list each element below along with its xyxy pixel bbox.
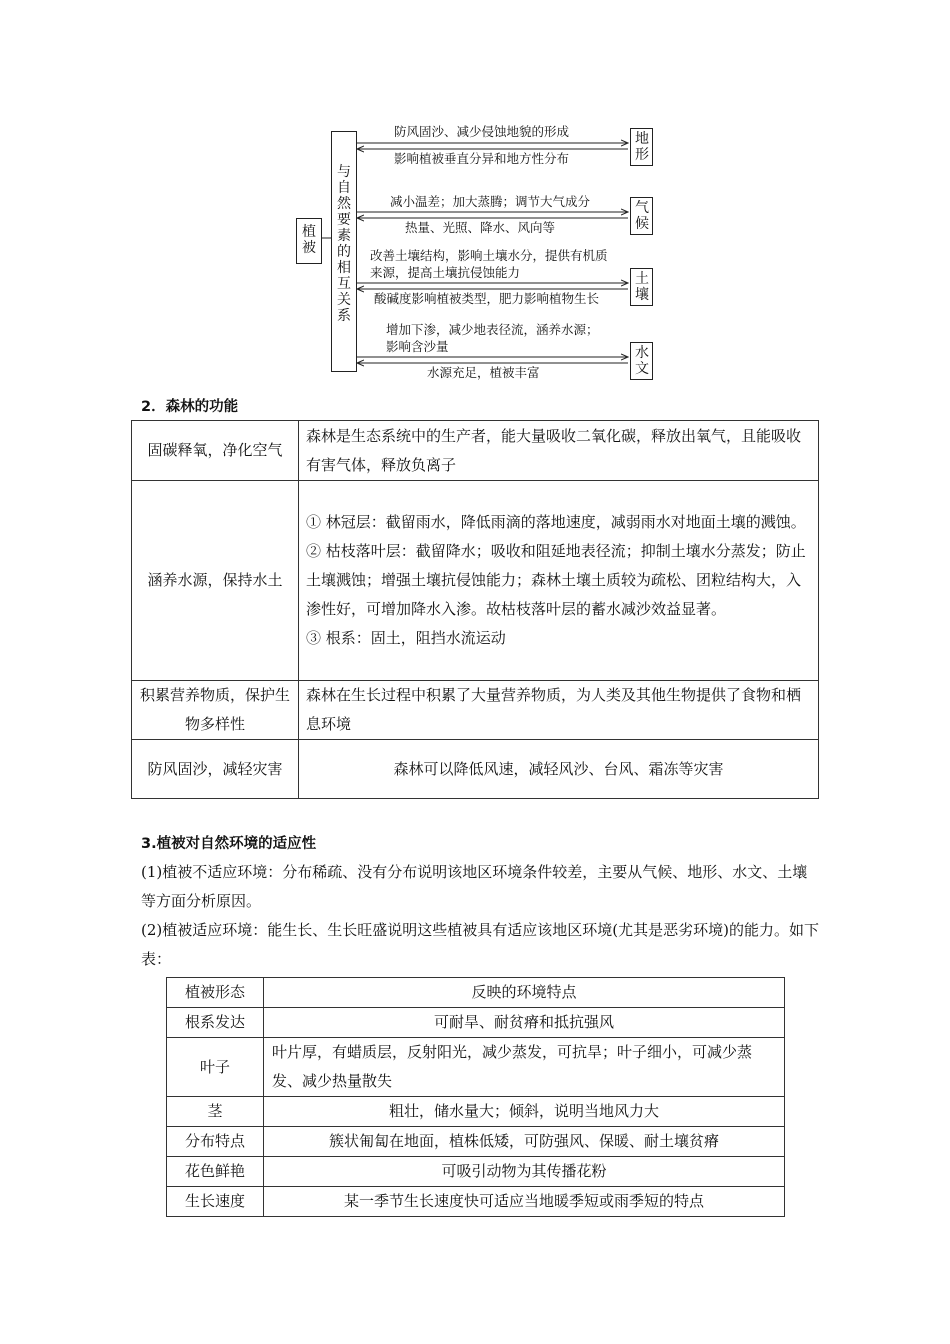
landform-effect-label: 防风固沙、减少侵蚀地貌的形成 [394, 124, 570, 139]
feature-cell: 某一季节生长速度快可适应当地暖季短或雨季短的特点 [264, 1187, 785, 1217]
form-cell: 分布特点 [167, 1127, 264, 1157]
litter-layer-text: ② 枯枝落叶层：截留降水；吸收和阻延地表径流；抑制土壤水分蒸发；防止土壤溅蚀；增强土壤抗侵蚀能力；森林土壤土质较为疏松、团粒结构大，入渗性好，可增加降水入渗。故枯枝落叶层的蓄水减沙效益显著。 [306, 542, 806, 618]
climate-influence-label: 热量、光照、降水、风向等 [405, 220, 556, 235]
feature-cell: 粗壮，储水量大；倾斜，说明当地风力大 [264, 1097, 785, 1127]
section3-paragraph-1: (1)植被不适应环境：分布稀疏、没有分布说明该地区环境条件较差，主要从气候、地形、水文、土壤等方面分析原因。 [141, 863, 808, 910]
table-row [132, 681, 819, 740]
soil-influence-label: 酸碱度影响植被类型，肥力影响植物生长 [374, 291, 600, 306]
table-row [167, 1187, 785, 1217]
form-cell: 花色鲜艳 [167, 1157, 264, 1187]
node-soil [630, 268, 653, 306]
node-hydrology-label: 水文 [635, 345, 649, 377]
node-soil-label: 土壤 [635, 271, 649, 303]
form-cell: 叶子 [167, 1038, 264, 1097]
relationship-box [331, 131, 357, 372]
function-desc-cell: 森林在生长过程中积累了大量营养物质，为人类及其他生物提供了食物和栖息环境 [299, 681, 819, 740]
table-row [132, 740, 819, 799]
table-row [167, 1038, 785, 1097]
function-desc-cell: 森林是生态系统中的生产者，能大量吸收二氧化碳，释放出氧气，且能吸收有害气体，释放负离子 [299, 421, 819, 481]
relationship-label: 与自然要素的相互关系 [337, 164, 351, 324]
feature-cell: 可吸引动物为其传播花粉 [264, 1157, 785, 1187]
node-climate-label: 气候 [635, 200, 649, 232]
climate-effect-label: 减小温差；加大蒸腾；调节大气成分 [390, 194, 591, 209]
feature-cell: 可耐旱、耐贫瘠和抵抗强风 [264, 1008, 785, 1038]
section3-paragraph-2: (2)植被适应环境：能生长、生长旺盛说明这些植被具有适应该地区环境(尤其是恶劣环境)的能力。如下表： [141, 921, 819, 968]
node-landform-label: 地形 [635, 131, 649, 163]
adaptation-table [166, 977, 785, 1217]
form-cell: 茎 [167, 1097, 264, 1127]
function-name-cell: 积累营养物质，保护生物多样性 [132, 681, 299, 740]
node-hydrology [630, 342, 653, 380]
hydrology-influence-label: 水源充足，植被丰富 [427, 365, 540, 380]
function-name-cell: 涵养水源，保持水土 [132, 481, 299, 681]
vegetation-relationship-diagram [0, 0, 950, 390]
node-landform [630, 128, 653, 166]
form-cell: 生长速度 [167, 1187, 264, 1217]
function-desc-cell [299, 481, 819, 681]
header-form: 植被形态 [167, 978, 264, 1008]
table-row [167, 1008, 785, 1038]
function-name-cell: 固碳释氧，净化空气 [132, 421, 299, 481]
vegetation-label: 植被 [302, 224, 316, 256]
node-climate [630, 197, 653, 235]
table-row [167, 1157, 785, 1187]
section2-title: 2．森林的功能 [141, 399, 239, 415]
table-row [132, 421, 819, 481]
soil-effect-label-2: 来源，提高土壤抗侵蚀能力 [370, 265, 521, 280]
vegetation-box [296, 218, 322, 264]
landform-influence-label: 影响植被垂直分异和地方性分布 [394, 151, 570, 166]
table-row [167, 1127, 785, 1157]
root-system-text: ③ 根系：固土，阻挡水流运动 [306, 629, 506, 647]
form-cell: 根系发达 [167, 1008, 264, 1038]
hydrology-effect-label-2: 影响含沙量 [386, 339, 449, 354]
hydrology-effect-label-1: 增加下渗，减少地表径流，涵养水源； [386, 322, 599, 337]
function-name-cell: 防风固沙，减轻灾害 [132, 740, 299, 799]
table-row [132, 481, 819, 681]
forest-function-table [131, 420, 819, 799]
table-header-row [167, 978, 785, 1008]
header-feature: 反映的环境特点 [264, 978, 785, 1008]
soil-effect-label-1: 改善土壤结构，影响土壤水分，提供有机质 [370, 248, 608, 263]
function-desc-cell: 森林可以降低风速，减轻风沙、台风、霜冻等灾害 [299, 740, 819, 799]
table-row [167, 1097, 785, 1127]
feature-cell: 叶片厚，有蜡质层，反射阳光，减少蒸发，可抗旱；叶子细小，可减少蒸发、减少热量散失 [264, 1038, 785, 1097]
canopy-layer-text: ① 林冠层：截留雨水，降低雨滴的落地速度，减弱雨水对地面土壤的溅蚀。 [306, 513, 806, 531]
feature-cell: 簇状匍匐在地面，植株低矮，可防强风、保暖、耐土壤贫瘠 [264, 1127, 785, 1157]
section3-title: 3.植被对自然环境的适应性 [141, 836, 317, 852]
